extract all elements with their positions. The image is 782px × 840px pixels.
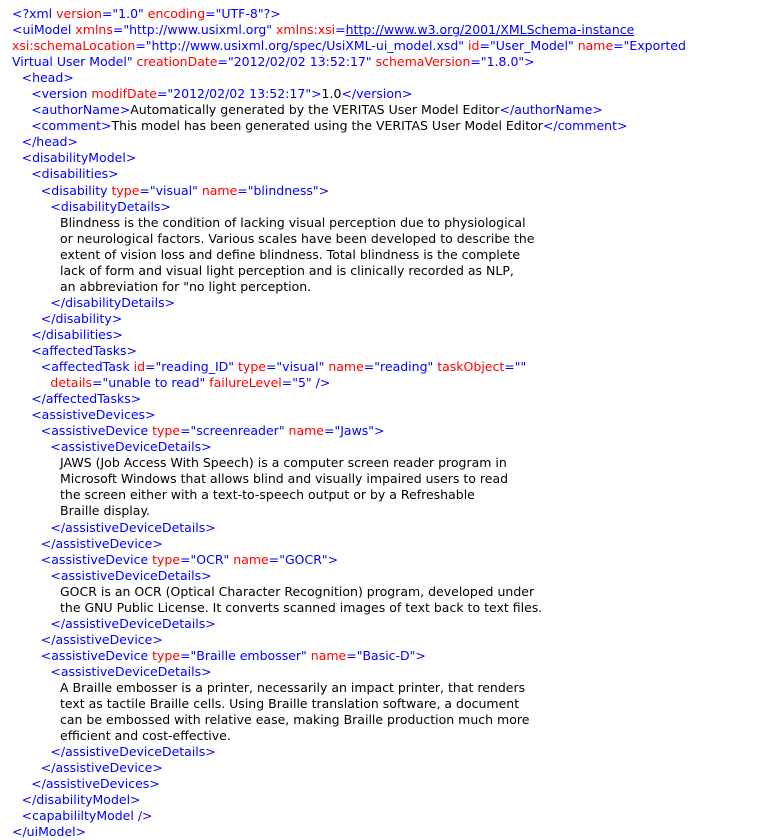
xml-line	[12, 279, 782, 295]
xml-attribute-name: type	[152, 423, 181, 439]
xml-tag-token: ="unable to read"	[92, 375, 210, 391]
xml-text-content: the screen either with a text-to-speech output or by a Refreshable	[60, 487, 475, 503]
xml-tag-token: </disabilityDetails>	[50, 294, 176, 310]
xml-tag-token: </disabilities>	[31, 326, 123, 342]
xml-line	[12, 439, 782, 455]
xml-text-content: an abbreviation for "no light perception.	[60, 278, 312, 294]
xml-attribute-name: encoding	[147, 6, 206, 21]
xml-namespace-link[interactable]: http://www.w3.org/2001/XMLSchema-instance	[345, 22, 635, 38]
xml-tag-token: <disability	[40, 182, 112, 198]
xml-tag-token: <affectedTask	[40, 359, 134, 375]
xml-line	[12, 295, 782, 311]
xml-line	[12, 263, 782, 279]
xml-tag-token: </comment>	[542, 118, 628, 134]
xml-attribute-name: xmlns	[75, 22, 113, 38]
xml-tag-token: <disabilities>	[31, 166, 119, 182]
xml-tag-token: </version>	[341, 86, 413, 102]
xml-line	[12, 680, 782, 696]
xml-tag-token: </disabilityModel>	[21, 792, 141, 808]
xml-text-content: the GNU Public License. It converts scanned images of text back to text files.	[60, 599, 543, 615]
xml-tag-token: </affectedTasks>	[31, 391, 142, 407]
xml-line	[12, 503, 782, 519]
xml-tag-token: <authorName>	[31, 102, 131, 118]
xml-attribute-name: xmlns:xsi	[276, 22, 336, 38]
xml-line	[12, 776, 782, 792]
xml-line	[12, 712, 782, 728]
xml-tag-token: ="OCR"	[180, 551, 234, 567]
xml-tag-token: <assistiveDeviceDetails>	[50, 663, 212, 679]
xml-attribute-name: xsi:schemaLocation	[12, 38, 136, 54]
xml-attribute-name: type	[152, 647, 181, 663]
xml-attribute-name: creationDate	[136, 54, 218, 70]
xml-attribute-name: id	[468, 38, 480, 54]
xml-tag-token: ="reading_ID"	[145, 359, 239, 375]
xml-attribute-name: modifDate	[91, 86, 157, 102]
xml-tag-token: ="visual"	[139, 182, 202, 198]
xml-line	[12, 792, 782, 808]
xml-line	[12, 728, 782, 744]
xml-line	[12, 824, 782, 840]
xml-tag-token: <disabilityModel>	[21, 150, 137, 166]
xml-tag-token: ="1.8.0">	[470, 54, 535, 70]
xml-line	[12, 600, 782, 616]
xml-line	[12, 616, 782, 632]
xml-attribute-name: name	[233, 551, 269, 567]
xml-line	[12, 231, 782, 247]
xml-tag-token: <assistiveDevice	[40, 423, 153, 439]
xml-line	[12, 183, 782, 199]
xml-tag-token: <version	[31, 86, 92, 102]
xml-line	[12, 552, 782, 568]
xml-tag-token: <affectedTasks>	[31, 342, 137, 358]
xml-tag-token: </authorName>	[499, 102, 603, 118]
xml-line	[12, 38, 782, 54]
xml-tag-token: </assistiveDevice>	[40, 631, 163, 647]
xml-attribute-name: name	[328, 359, 364, 375]
xml-line	[12, 391, 782, 407]
xml-tag-token: ="Basic-D">	[346, 647, 426, 663]
xml-line	[12, 536, 782, 552]
xml-text-content: JAWS (Job Access With Speech) is a computer screen reader program in	[60, 455, 507, 471]
xml-attribute-name: taskObject	[437, 359, 505, 375]
xml-line	[12, 760, 782, 776]
xml-attribute-name: id	[133, 359, 146, 375]
xml-tag-token: <assistiveDevices>	[31, 407, 156, 423]
xml-text-content: can be embossed with relative ease, making Braille production much more	[60, 712, 530, 728]
xml-tag-token: <assistiveDeviceDetails>	[50, 567, 212, 583]
xml-tag-token: </assistiveDevice>	[40, 760, 163, 776]
xml-tag-token: =""	[504, 359, 527, 375]
xml-line	[12, 134, 782, 150]
xml-tag-token: </assistiveDeviceDetails>	[50, 615, 216, 631]
xml-line	[12, 166, 782, 182]
xml-tag-token: <comment>	[31, 118, 112, 134]
xml-tag-token: <assistiveDeviceDetails>	[50, 439, 212, 455]
xml-line	[12, 199, 782, 215]
xml-tag-token: ="User_Model"	[479, 38, 578, 54]
xml-attribute-name: failureLevel	[209, 375, 282, 391]
xml-line	[12, 648, 782, 664]
xml-text-content: A Braille embosser is a printer, necessarily an impact printer, that renders	[60, 679, 526, 695]
xml-line	[12, 808, 782, 824]
xml-tag-token: <head>	[21, 70, 74, 86]
xml-text-content: This model has been generated using the VERITAS User Model Editor	[111, 118, 543, 134]
xml-line	[12, 632, 782, 648]
xml-text-content: or neurological factors. Various scales have been developed to describe the	[60, 230, 535, 246]
xml-text-content: Braille display.	[60, 503, 151, 519]
xml-tag-token: </assistiveDevices>	[31, 776, 160, 792]
xml-line	[12, 327, 782, 343]
xml-line	[12, 696, 782, 712]
xml-line	[12, 568, 782, 584]
xml-text-content: extent of vision loss and define blindness. Total blindness is the complete	[60, 246, 521, 262]
xml-text-content: lack of form and visual light perception and is clinically recorded as NLP,	[60, 262, 514, 278]
xml-line	[12, 584, 782, 600]
xml-line	[12, 455, 782, 471]
xml-line	[12, 118, 782, 134]
xml-tag-token: ="2012/02/02 13:52:17"	[217, 54, 376, 70]
xml-line	[12, 744, 782, 760]
xml-tag-token: </assistiveDevice>	[40, 535, 163, 551]
xml-tag-token: <capabililtyModel />	[21, 808, 153, 824]
xml-attribute-name: schemaVersion	[375, 54, 471, 70]
xml-line	[12, 520, 782, 536]
xml-tag-token: </disability>	[40, 310, 123, 326]
xml-tag-token: <?xml	[12, 6, 57, 21]
xml-attribute-name: name	[201, 182, 238, 198]
xml-attribute-name: type	[152, 551, 181, 567]
xml-attribute-name: type	[111, 182, 140, 198]
xml-tag-token: ="visual"	[265, 359, 329, 375]
xml-tag-token: </assistiveDeviceDetails>	[50, 744, 216, 760]
xml-line	[12, 22, 782, 38]
xml-tag-token: ="UTF-8"?>	[205, 6, 281, 21]
xml-tag-token: <uiModel	[12, 22, 76, 38]
xml-text-content: Automatically generated by the VERITAS User Model Editor	[130, 102, 500, 118]
xml-tag-token: <assistiveDevice	[40, 647, 153, 663]
xml-tag-token: <disabilityDetails>	[50, 198, 171, 214]
xml-line	[12, 343, 782, 359]
xml-line	[12, 359, 782, 375]
xml-tag-token: ="http://www.usixml.org"	[112, 22, 277, 38]
xml-line	[12, 247, 782, 263]
xml-attribute-name: name	[310, 647, 347, 663]
xml-line	[12, 70, 782, 86]
xml-tag-token: ="1.0"	[101, 6, 148, 21]
xml-line	[12, 664, 782, 680]
xml-line	[12, 375, 782, 391]
xml-line	[12, 54, 782, 70]
xml-tag-token: =	[335, 22, 346, 38]
xml-line	[12, 407, 782, 423]
xml-tag-token: <assistiveDevice	[40, 551, 153, 567]
xml-text-content: 1.0	[321, 86, 342, 102]
xml-tag-token: ="Jaws">	[324, 423, 385, 439]
xml-attribute-name: type	[238, 359, 266, 375]
xml-tag-token: </assistiveDeviceDetails>	[50, 519, 216, 535]
xml-attribute-name: details	[50, 375, 93, 391]
xml-attribute-name: name	[288, 423, 324, 439]
xml-text-content: Microsoft Windows that allows blind and visually impaired users to read	[60, 471, 509, 487]
xml-tag-token: ="http://www.usixml.org/spec/UsiXML-ui_model.xsd"	[135, 38, 469, 54]
xml-tag-token: ="Exported	[613, 38, 686, 54]
xml-tag-token: </head>	[21, 134, 78, 150]
xml-tag-token: ="5" />	[281, 375, 331, 391]
xml-tag-token: ="screenreader"	[180, 423, 289, 439]
xml-text-content: efficient and cost-effective.	[60, 728, 231, 744]
xml-line	[12, 102, 782, 118]
xml-text-content: Blindness is the condition of lacking visual perception due to physiological	[60, 214, 526, 230]
xml-tag-token: ="2012/02/02 13:52:17">	[156, 86, 322, 102]
xml-attribute-name: name	[577, 38, 614, 54]
xml-tag-token: ="blindness">	[237, 182, 330, 198]
xml-line	[12, 471, 782, 487]
xml-tag-token: ="reading"	[363, 359, 438, 375]
xml-line	[12, 487, 782, 503]
xml-tag-token: </uiModel>	[12, 824, 87, 840]
xml-line	[12, 215, 782, 231]
xml-tag-token: Virtual User Model"	[12, 54, 137, 70]
xml-attribute-name: version	[56, 6, 102, 21]
xml-line	[12, 311, 782, 327]
xml-line	[12, 150, 782, 166]
xml-tag-token: ="Braille embosser"	[180, 647, 311, 663]
xml-tag-token: ="GOCR">	[268, 551, 339, 567]
xml-line	[12, 423, 782, 439]
xml-line	[12, 6, 782, 22]
xml-text-content: GOCR is an OCR (Optical Character Recognition) program, developed under	[60, 583, 535, 599]
xml-line	[12, 86, 782, 102]
xml-text-content: text as tactile Braille cells. Using Braille translation software, a document	[60, 696, 520, 712]
